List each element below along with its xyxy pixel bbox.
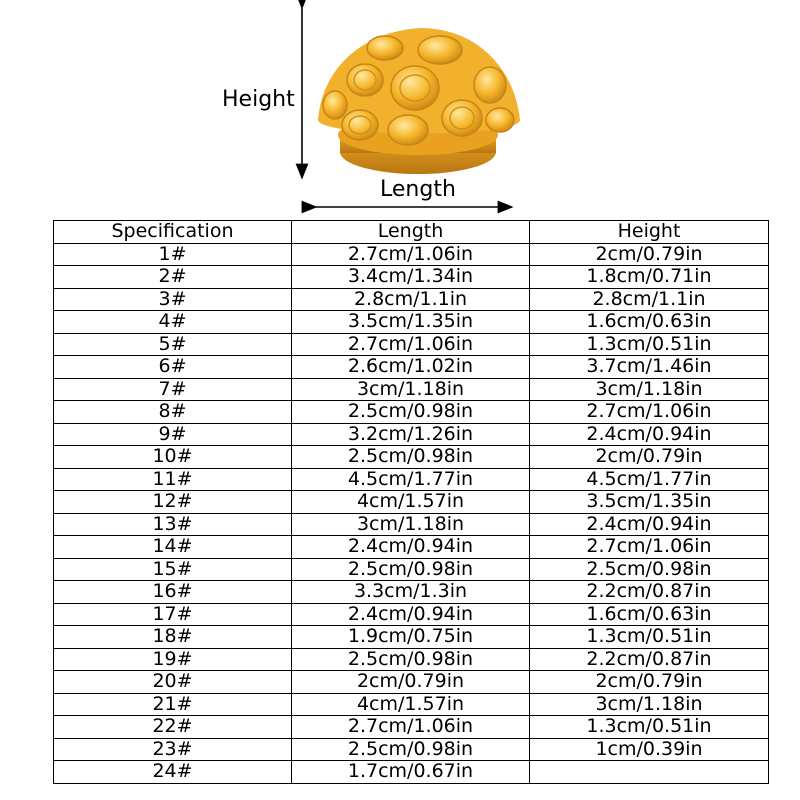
height-cell: 3cm/1.18in xyxy=(530,378,769,401)
product-dimension-diagram xyxy=(0,0,800,218)
length-cell: 2.7cm/1.06in xyxy=(292,716,530,739)
spec-cell: 2# xyxy=(54,266,292,289)
table-row xyxy=(54,356,769,379)
height-cell: 1.3cm/0.51in xyxy=(530,333,769,356)
length-cell: 3cm/1.18in xyxy=(292,378,530,401)
height-cell: 2.8cm/1.1in xyxy=(530,288,769,311)
length-cell: 2cm/0.79in xyxy=(292,671,530,694)
height-cell: 2cm/0.79in xyxy=(530,671,769,694)
table-body xyxy=(54,243,769,783)
table-row xyxy=(54,671,769,694)
length-cell: 3.5cm/1.35in xyxy=(292,311,530,334)
spec-cell: 10# xyxy=(54,446,292,469)
table-row xyxy=(54,738,769,761)
height-cell: 1.6cm/0.63in xyxy=(530,311,769,334)
length-cell: 4cm/1.57in xyxy=(292,693,530,716)
spec-cell: 23# xyxy=(54,738,292,761)
height-cell: 1cm/0.39in xyxy=(530,738,769,761)
height-cell: 2.7cm/1.06in xyxy=(530,536,769,559)
height-label: Height xyxy=(222,87,295,112)
height-cell: 3.7cm/1.46in xyxy=(530,356,769,379)
height-cell: 2.2cm/0.87in xyxy=(530,581,769,604)
header-specification: Specification xyxy=(54,221,292,244)
spec-cell: 17# xyxy=(54,603,292,626)
table-row xyxy=(54,513,769,536)
table-row xyxy=(54,378,769,401)
height-cell: 3cm/1.18in xyxy=(530,693,769,716)
length-cell: 2.7cm/1.06in xyxy=(292,243,530,266)
spec-cell: 18# xyxy=(54,626,292,649)
height-cell: 2.2cm/0.87in xyxy=(530,648,769,671)
length-cell: 2.5cm/0.98in xyxy=(292,648,530,671)
spec-cell: 15# xyxy=(54,558,292,581)
height-cell: 1.8cm/0.71in xyxy=(530,266,769,289)
spec-cell: 7# xyxy=(54,378,292,401)
height-cell: 2.4cm/0.94in xyxy=(530,513,769,536)
table-row xyxy=(54,288,769,311)
spec-cell: 20# xyxy=(54,671,292,694)
spec-cell: 14# xyxy=(54,536,292,559)
length-cell: 1.7cm/0.67in xyxy=(292,761,530,784)
height-cell: 2cm/0.79in xyxy=(530,446,769,469)
spec-cell: 3# xyxy=(54,288,292,311)
height-cell: 1.3cm/0.51in xyxy=(530,626,769,649)
table-row xyxy=(54,468,769,491)
length-cell: 3.2cm/1.26in xyxy=(292,423,530,446)
height-cell: 2.7cm/1.06in xyxy=(530,401,769,424)
length-cell: 1.9cm/0.75in xyxy=(292,626,530,649)
table-row xyxy=(54,423,769,446)
spec-cell: 9# xyxy=(54,423,292,446)
table-row xyxy=(54,446,769,469)
spec-cell: 24# xyxy=(54,761,292,784)
table-header-row xyxy=(54,221,769,244)
length-cell: 2.5cm/0.98in xyxy=(292,446,530,469)
spec-cell: 16# xyxy=(54,581,292,604)
table-row xyxy=(54,626,769,649)
length-cell: 2.5cm/0.98in xyxy=(292,401,530,424)
length-cell: 2.4cm/0.94in xyxy=(292,603,530,626)
spec-cell: 11# xyxy=(54,468,292,491)
height-cell: 1.3cm/0.51in xyxy=(530,716,769,739)
header-length: Length xyxy=(292,221,530,244)
table-row xyxy=(54,536,769,559)
spec-cell: 19# xyxy=(54,648,292,671)
height-cell: 2cm/0.79in xyxy=(530,243,769,266)
length-cell: 2.5cm/0.98in xyxy=(292,738,530,761)
table-row xyxy=(54,603,769,626)
table-row xyxy=(54,716,769,739)
length-cell: 3.3cm/1.3in xyxy=(292,581,530,604)
length-cell: 2.6cm/1.02in xyxy=(292,356,530,379)
header-height: Height xyxy=(530,221,769,244)
height-cell: 2.4cm/0.94in xyxy=(530,423,769,446)
spec-cell: 1# xyxy=(54,243,292,266)
height-cell: 4.5cm/1.77in xyxy=(530,468,769,491)
length-cell: 2.5cm/0.98in xyxy=(292,558,530,581)
spec-cell: 4# xyxy=(54,311,292,334)
spec-cell: 12# xyxy=(54,491,292,514)
length-cell: 3cm/1.18in xyxy=(292,513,530,536)
table-row xyxy=(54,581,769,604)
table-row xyxy=(54,401,769,424)
table-row xyxy=(54,491,769,514)
table-row xyxy=(54,761,769,784)
length-cell: 2.4cm/0.94in xyxy=(292,536,530,559)
length-cell: 2.7cm/1.06in xyxy=(292,333,530,356)
table-row xyxy=(54,333,769,356)
length-cell: 2.8cm/1.1in xyxy=(292,288,530,311)
length-cell: 3.4cm/1.34in xyxy=(292,266,530,289)
height-cell: 3.5cm/1.35in xyxy=(530,491,769,514)
table-row xyxy=(54,266,769,289)
spec-cell: 6# xyxy=(54,356,292,379)
length-label: Length xyxy=(380,177,456,202)
spec-cell: 21# xyxy=(54,693,292,716)
length-cell: 4.5cm/1.77in xyxy=(292,468,530,491)
table-row xyxy=(54,243,769,266)
table-row xyxy=(54,311,769,334)
table-row xyxy=(54,648,769,671)
gold-coin-pile-image xyxy=(318,28,520,174)
height-cell: 1.6cm/0.63in xyxy=(530,603,769,626)
height-cell xyxy=(530,761,769,784)
length-cell: 4cm/1.57in xyxy=(292,491,530,514)
table-row xyxy=(54,558,769,581)
spec-cell: 13# xyxy=(54,513,292,536)
height-cell: 2.5cm/0.98in xyxy=(530,558,769,581)
spec-cell: 8# xyxy=(54,401,292,424)
specification-table xyxy=(53,220,769,784)
table-row xyxy=(54,693,769,716)
spec-cell: 5# xyxy=(54,333,292,356)
spec-cell: 22# xyxy=(54,716,292,739)
